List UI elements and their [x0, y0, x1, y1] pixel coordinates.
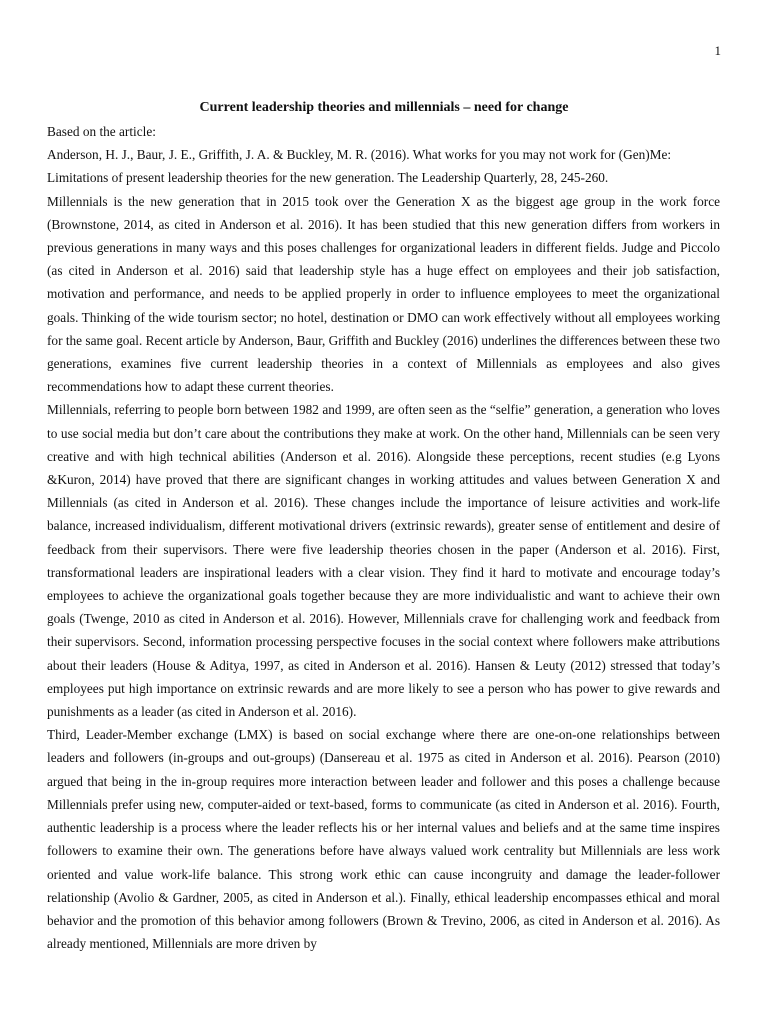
body-paragraph: Millennials, referring to people born between 1982 and 1999, are often seen as the “selfie” generation, a generation who loves to use social media but don’t care about the contributions they make at work. On the other hand, Millennials can be seen very creative and with high technical abilities (Anderson et al. 2016). Alongside these perceptions, recent studies (e.g Lyons &Kuron, 2014) have proved that there are significant changes in working attitudes and values between Generation X and Millennials (as cited in Anderson et al. 2016). These changes include the importance of leisure activities and work-life balance, increased individualism, different motivational drivers (extrinsic rewards), greater sense of entitlement and desire of feedback from their supervisors. There were five leadership theories chosen in the paper (Anderson et al. 2016). First, transformational leaders are inspirational leaders with a clear vision. They find it hard to motivate and encourage today’s employees to achieve the organizational goals together because they are more individualistic and want to achieve their own goals (Twenge, 2010 as cited in Anderson et al. 2016). However, Millennials crave for challenging work and feedback from their supervisors. Second, information processing perspective focuses in the social context where followers make attributions about their leaders (House & Aditya, 1997, as cited in Anderson et al. 2016). Hansen & Leuty (2012) stressed that today’s employees put high importance on extrinsic rewards and are more likely to see a person who has power to give rewards and punishments as a leader (as cited in Anderson et al. 2016). [47, 402, 720, 720]
page-number: 1 [714, 43, 721, 58]
document-title: Current leadership theories and millennials – need for change [199, 100, 569, 115]
article-citation: Anderson, H. J., Baur, J. E., Griffith, J. A. & Buckley, M. R. (2016). What works for you may not work for (Gen)Me: Limitations of present leadership theories for the new generation. The Leadership Quarterly, 28, 245-260. [47, 147, 672, 186]
body-paragraph: Third, Leader-Member exchange (LMX) is based on social exchange where there are one-on-one relationships between leaders and followers (in-groups and out-groups) (Dansereau et al. 1975 as cited in Anderson et al. 2016). Pearson (2010) argued that being in the in-group requires more interaction between leader and follower and this poses a challenge because Millennials prefer using new, computer-aided or text-based, forms to communicate (as cited in Anderson et al. 2016). Fourth, authentic leadership is a process where the leader reflects his or her internal values and beliefs and at the same time inspires followers to examine their own. The generations before have always valued work centrality but Millennials are less work oriented and value work-life balance. This strong work ethic can cause incongruity and damage the leader-follower relationship (Avolio & Gardner, 2005, as cited in Anderson et al.). Finally, ethical leadership encompasses ethical and moral behavior and the promotion of this behavior among followers (Brown & Trevino, 2006, as cited in Anderson et al. 2016). As already mentioned, Millennials are more driven by [47, 727, 720, 952]
body-paragraph: Millennials is the new generation that in 2015 took over the Generation X as the biggest age group in the work force (Brownstone, 2014, as cited in Anderson et al. 2016). It has been studied that this new generation differs from workers in previous generations in many ways and this poses challenges for organizational leaders in different fields. Judge and Piccolo (as cited in Anderson et al. 2016) said that leadership style has a huge effect on employees and their job satisfaction, motivation and performance, and needs to be applied properly in order to influence employees to meet the organizational goals. Thinking of the wide tourism sector; no hotel, destination or DMO can work effectively without all employees working for the same goal. Recent article by Anderson, Baur, Griffith and Buckley (2016) underlines the differences between these two generations, examines five current leadership theories in a context of Millennials as employees and also gives recommendations how to adapt these current theories. [47, 193, 720, 395]
document-body [47, 120, 720, 955]
source-intro: Based on the article: [47, 124, 156, 139]
